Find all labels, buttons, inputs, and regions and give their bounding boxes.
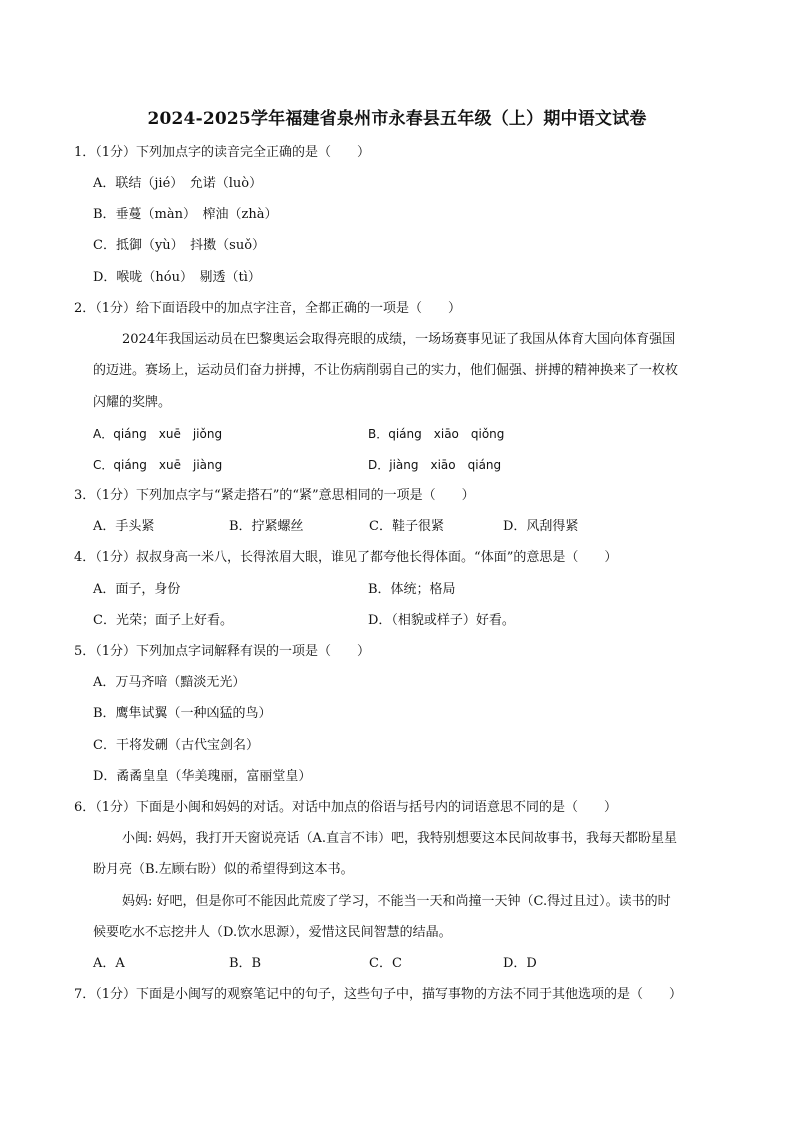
question-2-passage-line-1: 2024年我国运动员在巴黎奥运会取得亮眼的成绩，一场场赛事见证了我国从体育大国向体育强国 [122, 332, 676, 347]
question-3-option-c: C．鞋子很紧 [369, 519, 444, 534]
question-4-option-c: C．光荣；面子上好看。 [93, 613, 233, 628]
question-6-dialogue-line-1: 小闽: 妈妈，我打开天窗说亮话（A.直言不讳）吧，我特别想要这本民间故事书，我每天都盼星星 [122, 831, 678, 846]
question-5-option-b: B．鹰隼试翼（一种凶猛的鸟） [93, 706, 272, 721]
question-4-option-d: D．（相貌或样子）好看。 [368, 613, 515, 628]
question-2-stem: 2．（1分）给下面语段中的加点字注音，全都正确的一项是（ ） [74, 301, 462, 316]
question-4-option-a: A．面子，身份 [93, 582, 181, 597]
question-2-passage-line-3: 闪耀的奖牌。 [93, 395, 172, 410]
question-1-stem: 1．（1分）下列加点字的读音完全正确的是（ ） [74, 145, 371, 160]
question-3-options [93, 518, 578, 536]
question-6-option-a: A．A [93, 956, 125, 971]
question-3-stem: 3．（1分）下列加点字与“紧走搭石”的“紧”意思相同的一项是（ ） [74, 488, 475, 503]
page-title: 2024-2025学年福建省泉州市永春县五年级（上）期中语文试卷 [147, 109, 647, 129]
question-6-dialogue-line-2: 盼月亮（B.左顾右盼）似的希望得到这本书。 [93, 862, 354, 877]
question-1-option-a: A．联结（jié） 允诺（luò） [93, 176, 263, 191]
question-5-stem: 5．（1分）下列加点字词解释有误的一项是（ ） [74, 644, 371, 659]
question-6-option-c: C．C [369, 956, 402, 971]
question-2-option-c: C．qiáng xuē jiàng [93, 458, 223, 472]
question-2-passage-line-2: 的迈进。赛场上，运动员们奋力拼搏，不让伤病削弱自己的实力，他们倔强、拼搏的精神换来了一枚枚 [93, 363, 679, 378]
question-6-stem: 6．（1分）下面是小闽和妈妈的对话。对话中加点的俗语与括号内的词语意思不同的是（ ） [74, 800, 618, 815]
question-7-stem: 7．（1分）下面是小闽写的观察笔记中的句子，这些句子中，描写事物的方法不同于其他选项的是（ ） [74, 987, 683, 1002]
question-3-option-b: B．拧紧螺丝 [229, 519, 304, 534]
question-5-option-c: C．干将发硎（古代宝剑名） [93, 738, 259, 753]
question-1-option-c: C．抵御（yù） 抖擞（suǒ） [93, 238, 266, 253]
question-2-option-d: D．jiàng xiāo qiáng [368, 458, 502, 472]
question-6-option-b: B．B [229, 956, 262, 971]
question-2-option-a: A．qiáng xuē jiǒng [93, 427, 223, 441]
question-6-option-d: D．D [503, 956, 537, 971]
question-1-option-b: B．垂蔓（màn） 榨油（zhà） [93, 207, 278, 222]
question-3-option-d: D．风刮得紧 [503, 519, 579, 534]
question-6-options [93, 955, 537, 973]
question-6-dialogue-line-4: 候要吃水不忘挖井人（D.饮水思源），爱惜这民间智慧的结晶。 [93, 925, 452, 940]
question-4-option-b: B．体统；格局 [368, 582, 456, 597]
question-6-dialogue-line-3: 妈妈: 好吧，但是你可不能因此荒废了学习，不能当一天和尚撞一天钟（C.得过且过）。读书的时 [122, 894, 671, 909]
question-1-option-d: D．喉咙（hóu） 剔透（tì） [93, 270, 261, 285]
question-5-option-d: D．矞矞皇皇（华美瑰丽，富丽堂皇） [93, 769, 312, 784]
question-2-option-b: B．qiáng xiāo qiǒng [368, 427, 505, 441]
question-5-option-a: A．万马齐喑（黯淡无光） [93, 675, 246, 690]
question-3-option-a: A．手头紧 [93, 519, 155, 534]
question-4-stem: 4．（1分）叔叔身高一米八，长得浓眉大眼，谁见了都夸他长得体面。“体面”的意思是（ ） [74, 550, 618, 565]
